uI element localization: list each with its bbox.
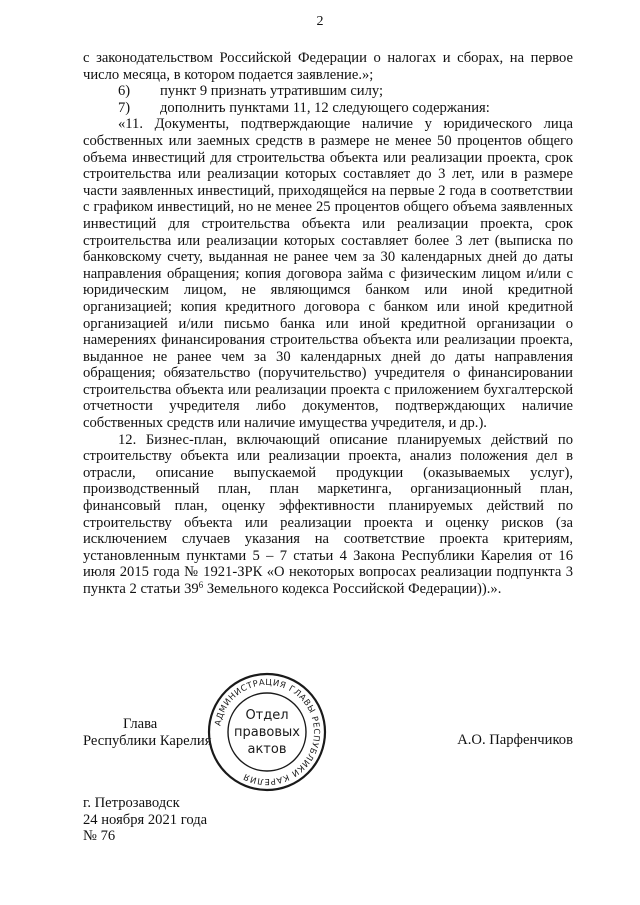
footer-date: 24 ноября 2021 года	[83, 811, 208, 828]
list-item-6	[83, 83, 573, 100]
list-item-number: 6)	[118, 83, 131, 100]
document-body	[83, 50, 573, 598]
paragraph-point-11: «11. Документы, подтверждающие наличие у юридического лица собственных или заемных средств в размере не менее 50 процентов общего объема инвестиций для строительства объекта или реализации проекта, срок строительства или реализации которых составляет до 3 лет, или в размере части заявленных инвестиций, приходящейся на первые 2 года в соответствии с графиком инвестиций, но не менее 25 процентов общего объема заявленных инвестиций для строительства объекта или реализации проекта, срок строительства или реализации которых составляет более 3 лет (выписка по банковскому счету, выданная не ранее чем за 30 календарных дней до даты направления обращения; копия договора займа с физическим лицом и/или с юридическим лицом, не являющимся банком или иной кредитной организацией; копия кредитного договора с банком или иной кредитной организацией и/или письмо банка или иной кредитной организации о намерениях финансирования строительства объекта или реализации проекта, выданное не ранее чем за 30 календарных дней до даты направления обращения; обязательство (поручительство) учредителя о финансировании строительства объекта или реализации проекта с приложением бухгалтерской отчетности учредителя либо документов, подтверждающих наличие собственных средств или наличие имущества учредителя, и др.).	[83, 116, 573, 432]
signatory-title-line2: Республики Карелия	[83, 732, 212, 749]
footer-number: № 76	[83, 828, 116, 845]
signatory-title	[83, 716, 211, 749]
stamp-line2: правовых	[234, 725, 300, 740]
list-item-text: дополнить пунктами 11, 12 следующего содержания:	[160, 99, 490, 116]
paragraph-continuation: с законодательством Российской Федерации о налогах и сборах, на первое число месяца, в котором подается заявление.»;	[83, 50, 573, 83]
list-item-text: пункт 9 признать утратившим силу;	[160, 83, 384, 100]
list-item-7	[83, 100, 573, 117]
paragraph-point-12-tail: Земельного кодекса Российской Федерации)).».	[203, 581, 502, 597]
official-stamp	[205, 670, 329, 794]
superscript: 6	[198, 580, 204, 590]
signatory-title-line1: Глава	[123, 716, 158, 732]
stamp-line3: актов	[247, 742, 287, 757]
paragraph-point-12-text: 12. Бизнес-план, включающий описание планируемых действий по строительству объекта или реализации проекта, анализ положения дел в отрасли, описание выпускаемой продукции (оказываемых услуг), производственный план, план маркетинга, организационный план, финансовый план, оценку эффективности планируемых действий по строительству объекта или реализации проекта и оценку рисков (за исключением случаев указания на соответствие проекта критериям, установленным пунктами 5 – 7 статьи 4 Закона Республики Карелия от 16 июля 2015 года № 1921-ЗРК «О некоторых вопросах реализации подпункта 3 пункта 2 статьи 39	[83, 431, 573, 597]
stamp-ring-text: АДМИНИСТРАЦИЯ ГЛАВЫ РЕСПУБЛИКИ КАРЕЛИЯ	[212, 676, 323, 788]
signatory-name: А.О. Парфенчиков	[457, 732, 573, 748]
footer-city: г. Петрозаводск	[83, 795, 180, 811]
paragraph-point-12	[83, 432, 573, 598]
list-item-number: 7)	[118, 99, 131, 116]
stamp-line1: Отдел	[245, 708, 289, 723]
document-footer	[83, 795, 207, 845]
page-number: 2	[316, 14, 324, 29]
